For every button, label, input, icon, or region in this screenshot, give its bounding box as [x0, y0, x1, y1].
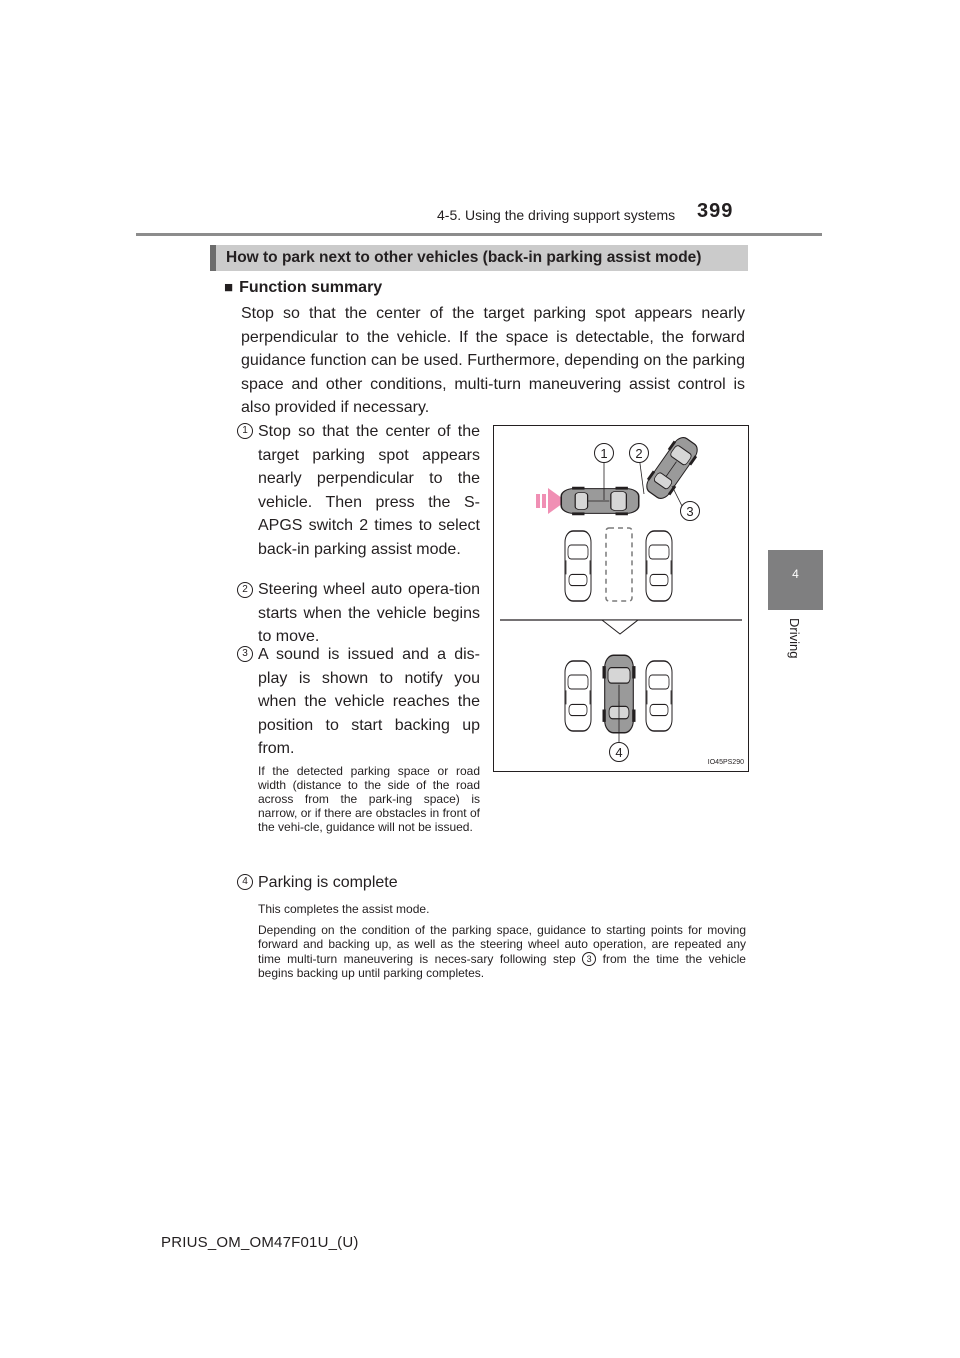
parked-car-icon	[565, 661, 591, 731]
callout-3	[681, 502, 700, 521]
callout-2-label: 2	[635, 446, 643, 461]
multi-turn-note-after: from the time the vehicle begins backing up until parking completes.	[258, 951, 746, 981]
multi-turn-note	[258, 923, 746, 981]
parking-diagram	[494, 426, 748, 771]
callout-2	[630, 444, 649, 463]
step-number-2: 2	[237, 582, 253, 598]
callout-3-label: 3	[686, 504, 694, 519]
step-number-1: 1	[237, 423, 253, 439]
square-bullet-icon: ■	[224, 279, 234, 296]
multi-turn-note-before: Depending on the condition of the parking space, guidance to starting points for moving forward and backing up, as well as the steering wheel auto operation, are repeated any time multi-turn maneuvering is neces-sary following step	[258, 923, 746, 966]
parking-illustration	[493, 425, 749, 772]
step-4-note: This completes the assist mode.	[258, 902, 430, 916]
running-header-section: 4-5. Using the driving support systems	[437, 207, 676, 223]
function-summary: Stop so that the center of the target parking spot appears nearly perpendicular to the vehicle. If the space is detectable, the forward guidance function can be used. Furthermore, depending on the parking space and other conditions, multi-turn maneuvering assist control is also provided if necessary.	[241, 305, 745, 416]
chapter-tab	[768, 550, 823, 610]
vehicle-start-icon	[561, 487, 639, 516]
step-2-text: Steering wheel auto opera-tion starts when the vehicle begins to move.	[258, 581, 480, 645]
callout-4-label: 4	[615, 745, 623, 760]
page-number: 399	[697, 200, 734, 222]
section-heading	[210, 245, 748, 271]
vehicle-angled-icon	[642, 433, 703, 503]
document-footer: PRIUS_OM_OM47F01U_(U)	[161, 1234, 359, 1251]
step-number-3: 3	[237, 646, 253, 662]
figure-code: IO45PS290	[707, 759, 744, 766]
callout-1	[595, 444, 614, 463]
step-1-text: Stop so that the center of the target parking spot appears nearly perpendicular to the vehicle. Then press the S-APGS switch 2 times to select back-in parking assist mode.	[258, 423, 480, 558]
parked-car-icon	[646, 661, 672, 731]
section-heading-text: How to park next to other vehicles (back-in parking assist mode)	[226, 249, 702, 266]
callout-1-label: 1	[600, 446, 608, 461]
header-rule	[136, 233, 822, 236]
callout-4	[610, 743, 629, 762]
step-ref-circle: 3	[582, 952, 596, 966]
subheading	[224, 279, 382, 297]
down-arrow-icon	[602, 620, 638, 634]
step-3-text: A sound is issued and a dis-play is shown to notify you when the vehicle reaches the position to start backing up from.	[258, 646, 480, 757]
parked-car-icon	[565, 531, 591, 601]
step-3-note: If the detected parking space or road width (distance to the side of the road across from the park-ing space) is narrow, or if there are obstacles in front of the vehi-cle, guidance will not be issued.	[258, 764, 480, 834]
target-spot-outline	[606, 528, 632, 601]
parked-car-icon	[646, 531, 672, 601]
chapter-number: 4	[792, 567, 799, 581]
step-4-text: Parking is complete	[258, 874, 398, 891]
step-number-4: 4	[237, 874, 253, 890]
subheading-text: Function summary	[239, 279, 383, 296]
chapter-label: Driving	[787, 618, 802, 659]
